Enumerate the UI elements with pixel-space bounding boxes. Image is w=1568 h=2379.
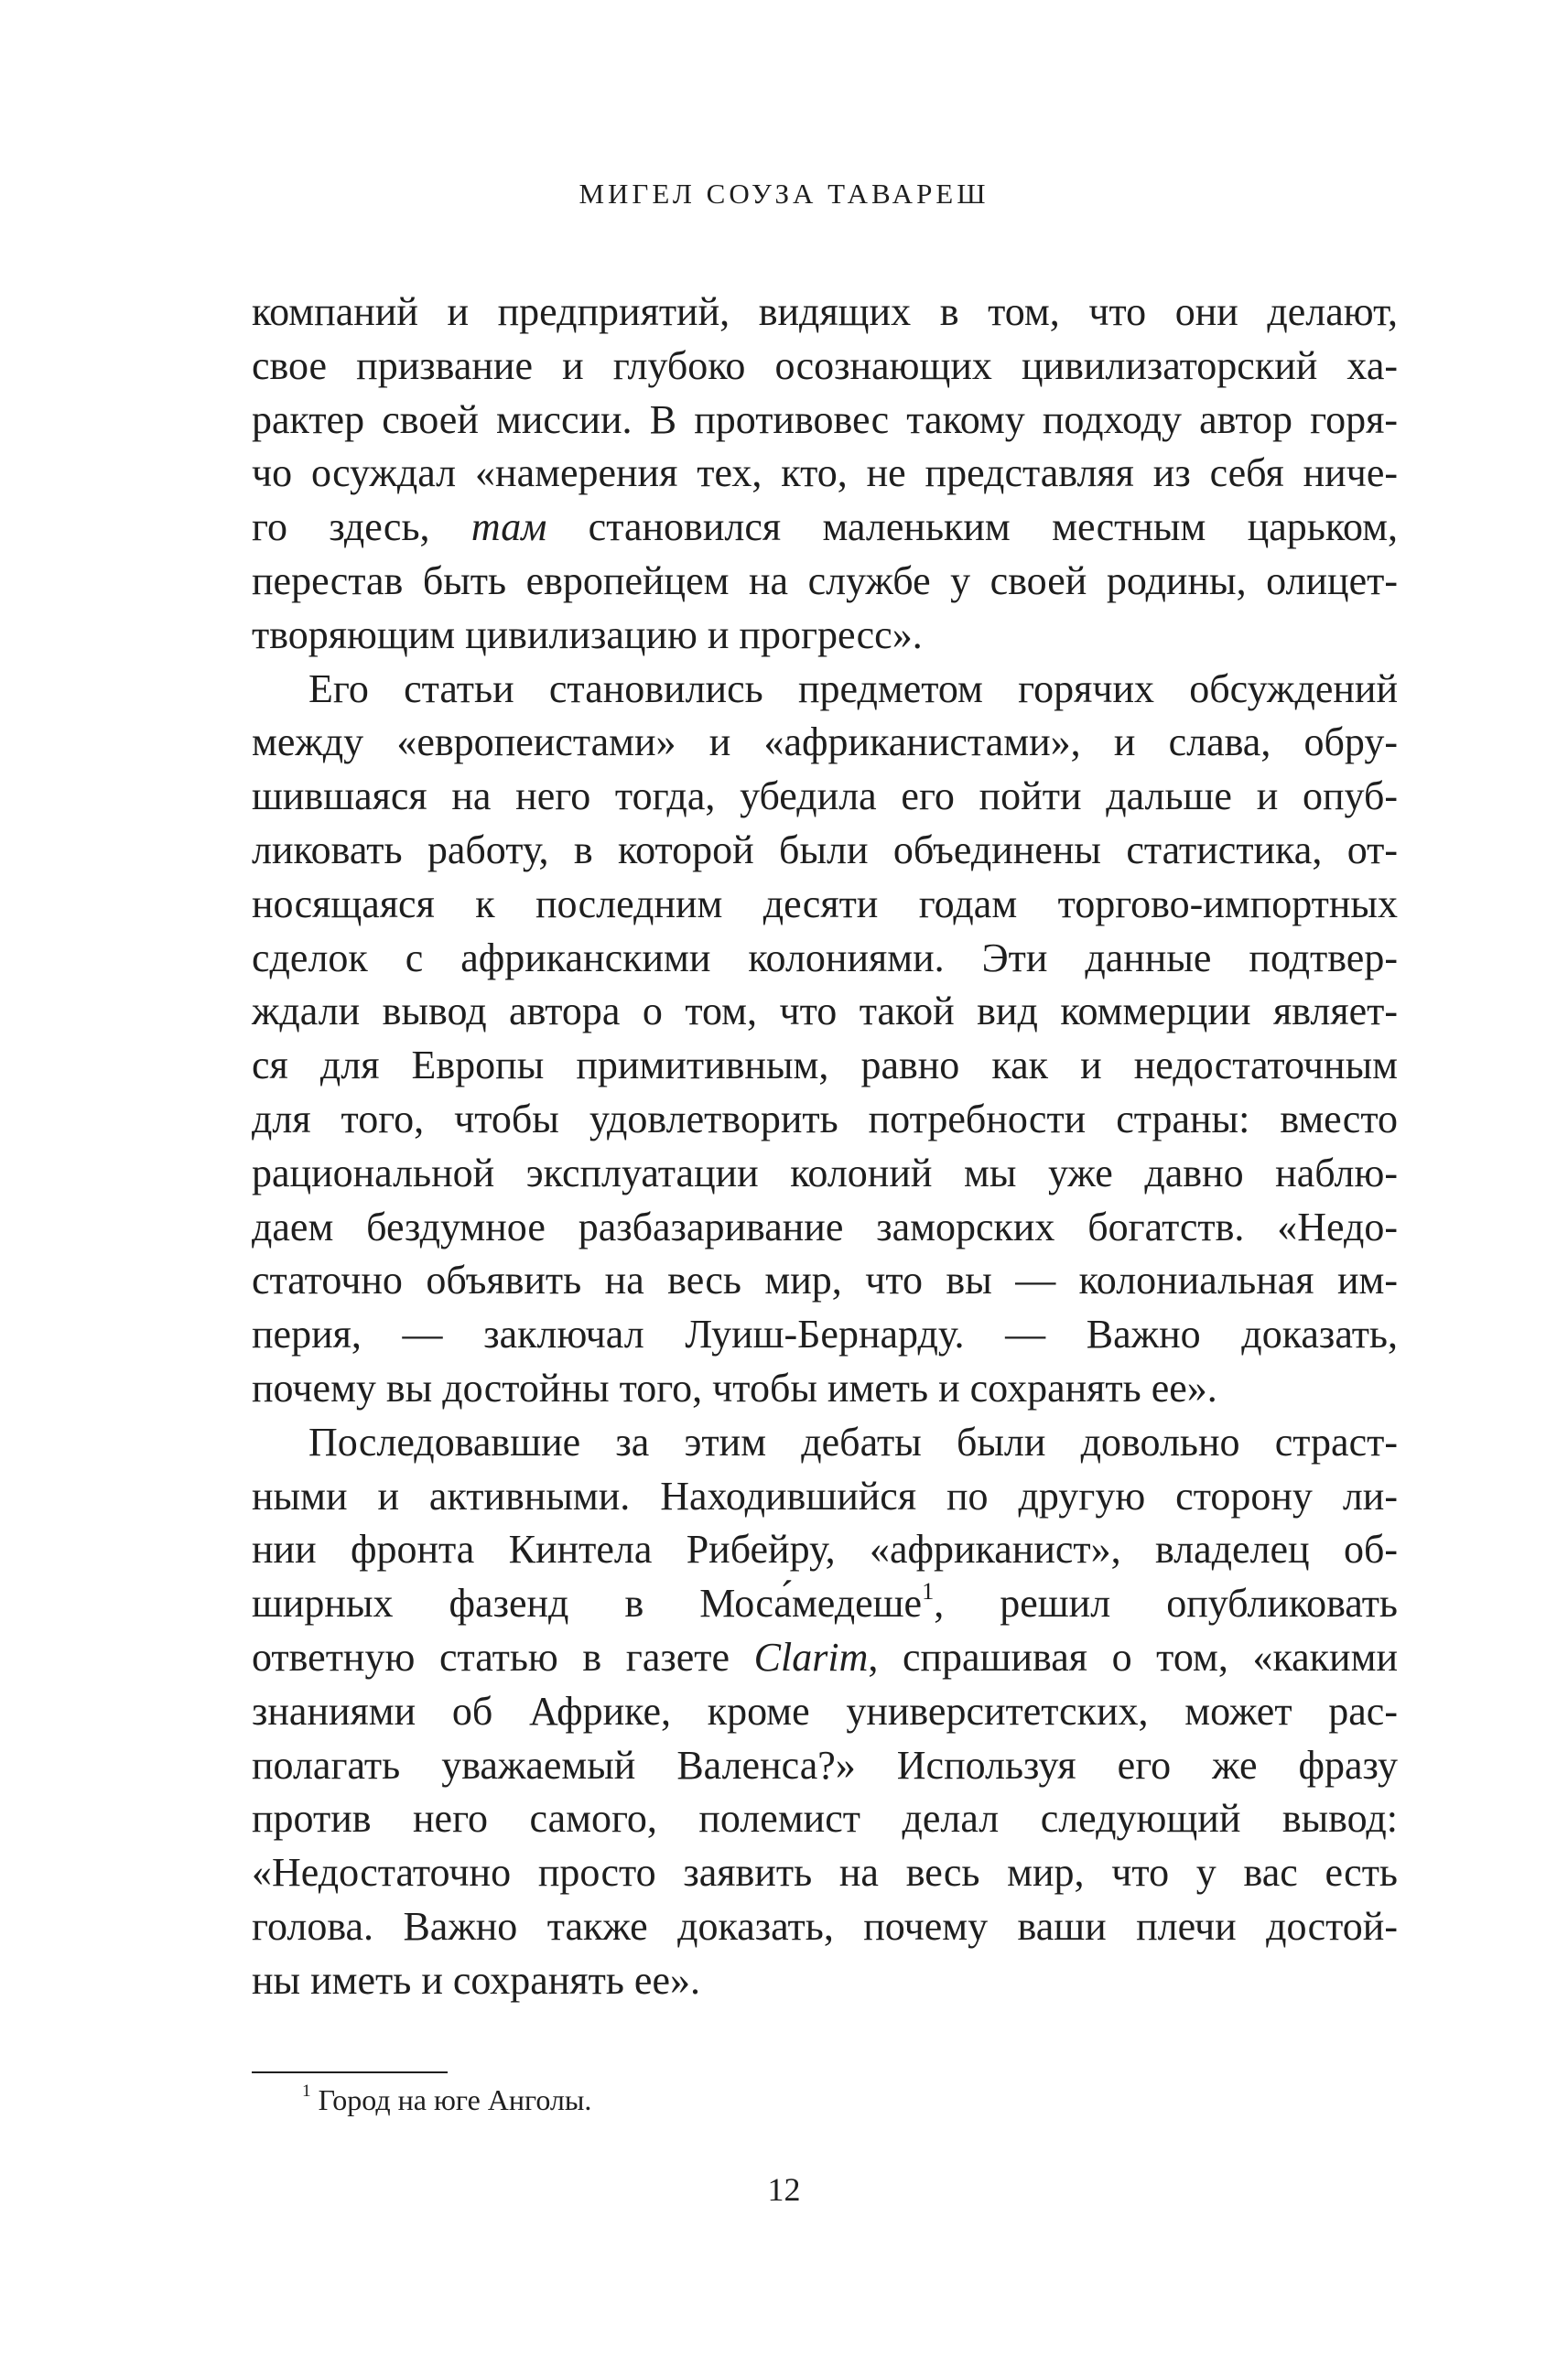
text-line xyxy=(252,1954,1398,2008)
text-line xyxy=(252,609,1398,663)
text-line xyxy=(252,985,1398,1039)
text-segment: «Недостаточно просто заявить на весь мир, что у вас есть xyxy=(252,1850,1398,1896)
text-line xyxy=(252,1039,1398,1093)
text-line xyxy=(252,1846,1398,1900)
text-segment: , спрашивая о том, «какими xyxy=(868,1634,1398,1680)
text-segment: голова. Важно также доказать, почему ваши плечи достой- xyxy=(252,1903,1398,1949)
text-segment: почему вы достойны того, чтобы иметь и сохранять ее». xyxy=(252,1365,1217,1411)
text-segment: Последовавшие за этим дебаты были довольно страст- xyxy=(308,1419,1398,1465)
text-line xyxy=(252,1147,1398,1201)
footnote-divider xyxy=(252,2071,448,2073)
text-segment: ся для Европы примитивным, равно как и недостаточным xyxy=(252,1043,1398,1088)
text-line xyxy=(252,1093,1398,1147)
text-line xyxy=(252,716,1398,770)
text-line xyxy=(252,878,1398,932)
text-line xyxy=(252,1577,1398,1631)
footnote xyxy=(302,2081,591,2119)
text-line xyxy=(252,1685,1398,1739)
text-segment: Его статьи становились предметом горячих обсуждений xyxy=(308,665,1398,711)
text-segment: перия, — заключал Луиш-Бернарду. — Важно доказать, xyxy=(252,1312,1398,1357)
text-segment: творяющим цивилизацию и прогресс». xyxy=(252,611,923,657)
footnote-reference: 1 xyxy=(922,1576,935,1605)
text-line xyxy=(252,932,1398,986)
text-segment: чо осуждал «намерения тех, кто, не представляя из себя ниче- xyxy=(252,450,1398,496)
text-line xyxy=(252,340,1398,394)
text-segment: статочно объявить на весь мир, что вы — колониальная им- xyxy=(252,1258,1398,1303)
italic-text: там xyxy=(470,504,547,550)
text-segment: ликовать работу, в которой были объединены статистика, от- xyxy=(252,827,1398,872)
text-segment: становился маленьким местным царьком, xyxy=(546,504,1398,550)
text-line xyxy=(252,447,1398,501)
text-segment: ными и активными. Находившийся по другую сторону ли- xyxy=(252,1473,1398,1519)
text-segment: нии фронта Кинтела Рибейру, «африканист», владелец об- xyxy=(252,1527,1398,1573)
text-segment: рациональной эксплуатации колоний мы уже давно наблю- xyxy=(252,1150,1398,1195)
text-segment: между «европеистами» и «африканистами», и слава, обру- xyxy=(252,719,1398,765)
running-head: МИГЕЛ СОУЗА ТАВАРЕШ xyxy=(579,178,989,210)
text-segment: против него самого, полемист делал следующий вывод: xyxy=(252,1796,1398,1842)
text-line xyxy=(252,1201,1398,1255)
text-line xyxy=(252,1416,1398,1470)
text-line xyxy=(252,1362,1398,1416)
text-segment: ответную статью в газете xyxy=(252,1634,754,1680)
text-segment: носящаяся к последним десяти годам торгово-импортных xyxy=(252,881,1398,926)
text-line xyxy=(252,1900,1398,1954)
text-segment: ны иметь и сохранять ее». xyxy=(252,1957,700,2003)
text-line xyxy=(252,394,1398,448)
text-segment: сделок с африканскими колониями. Эти данные подтвер- xyxy=(252,935,1398,980)
text-line xyxy=(252,663,1398,717)
text-segment: , решил опубликовать xyxy=(934,1581,1398,1627)
text-segment: рактер своей миссии. В противовес такому подходу автор горя- xyxy=(252,396,1398,442)
body-text xyxy=(252,286,1398,2008)
text-segment: перестав быть европейцем на службе у своей родины, олицет- xyxy=(252,557,1398,603)
text-segment: го здесь, xyxy=(252,504,471,550)
text-segment: для того, чтобы удовлетворить потребности страны: вместо xyxy=(252,1096,1398,1141)
text-line xyxy=(252,286,1398,340)
text-line xyxy=(252,1308,1398,1362)
text-line xyxy=(252,1470,1398,1524)
text-segment: даем бездумное разбазаривание заморских богатств. «Недо- xyxy=(252,1204,1398,1249)
text-segment: шившаяся на него тогда, убедила его пойти дальше и опуб- xyxy=(252,773,1398,819)
page-number: 12 xyxy=(767,2171,801,2208)
text-segment: знаниями об Африке, кроме университетских, может рас- xyxy=(252,1688,1398,1734)
text-line xyxy=(252,555,1398,609)
text-line xyxy=(252,770,1398,824)
text-segment: ждали вывод автора о том, что такой вид коммерции являет- xyxy=(252,989,1398,1034)
footnote-text: Город на юге Анголы. xyxy=(318,2083,592,2116)
text-line xyxy=(252,1792,1398,1846)
text-segment: полагать уважаемый Валенса?» Используя его же фразу xyxy=(252,1742,1398,1788)
text-segment: компаний и предприятий, видящих в том, что они делают, xyxy=(252,289,1398,334)
italic-text: Clarim xyxy=(753,1634,869,1680)
text-line xyxy=(252,1254,1398,1308)
text-segment: ширных фазенд в Моса́медеше xyxy=(252,1581,923,1627)
footnote-marker: 1 xyxy=(302,2082,311,2102)
text-segment: свое призвание и глубоко осознающих цивилизаторский ха- xyxy=(252,342,1398,388)
text-line xyxy=(252,501,1398,555)
text-line xyxy=(252,1523,1398,1577)
text-line xyxy=(252,824,1398,878)
text-line xyxy=(252,1631,1398,1685)
text-line xyxy=(252,1739,1398,1793)
